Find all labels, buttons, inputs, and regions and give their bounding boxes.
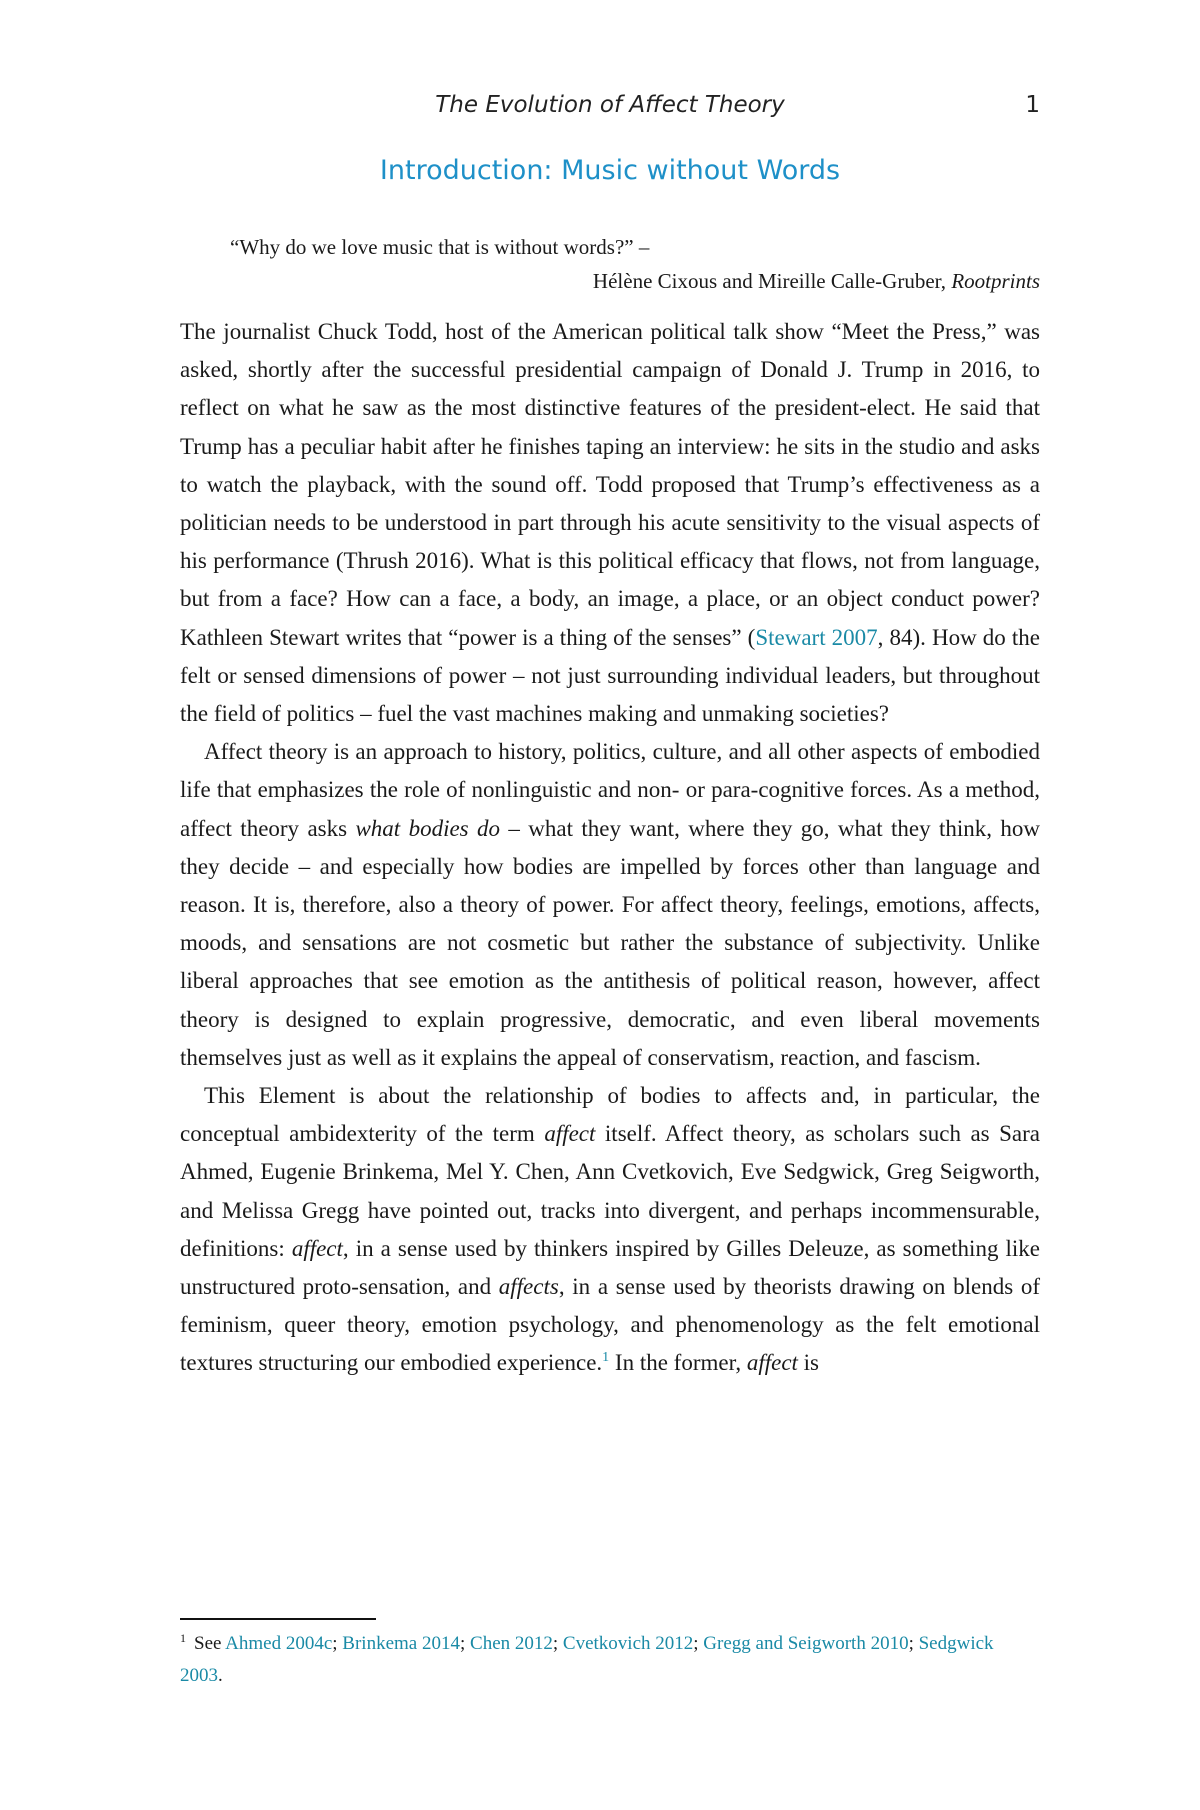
emphasis-text: affect <box>291 1235 343 1261</box>
footnote-refs <box>180 1633 994 1686</box>
paragraph-text: , in a sense used by thinkers inspired by Gilles Deleuze, as something like unstructured proto-sensation, and <box>180 1235 1040 1300</box>
paragraph-text: This Element is about the relationship of bodies to affects and, in particular, the conceptual ambidexterity of the term <box>180 1083 1040 1147</box>
emphasis-text: affect <box>746 1350 798 1376</box>
paragraph-text: The journalist Chuck Todd, host of the American political talk show “Meet the Press,” was asked, shortly after the successful presidential campaign of Donald J. Trump in 2016, to reflect on what he saw as the most distinctive features of the president-elect. He said that Trump has a peculiar habit after he finishes taping an interview: he sits in the studio and asks to watch the playback, with the sound off. Todd proposed that Trump’s effectiveness as a politician needs to be understood in part through his acute sensitivity to the visual aspects of his performance (Thrush 2016). What is this political efficacy that flows, not from language, but from a face? How can a face, a body, an image, a place, or an object conduct power? Kathleen Stewart writes that “power is a thing of the senses” ( <box>180 319 1040 650</box>
footnote-separator: . <box>218 1665 223 1686</box>
chapter-title: Introduction: Music without Words <box>379 155 841 186</box>
epigraph-source-title: Rootprints <box>951 269 1040 293</box>
emphasis-text: affects <box>498 1274 559 1300</box>
footnote-separator: ; <box>908 1633 919 1654</box>
emphasis-text: affect <box>544 1121 596 1147</box>
epigraph-quote: “Why do we love music that is without words?” – <box>230 235 650 259</box>
footnote-citation-link[interactable]: Chen 2012 <box>470 1633 553 1654</box>
paragraph-text: , 84). How do the felt or sensed dimensions of power – not just surrounding individual leaders, but throughout the field of politics – fuel the vast machines making and unmaking societies? <box>180 624 1040 727</box>
document-page <box>180 0 1040 1810</box>
footnote-citation-link[interactable]: Ahmed 2004c <box>225 1633 333 1654</box>
running-head: The Evolution of Affect Theory <box>435 92 785 118</box>
body-text <box>180 313 1040 1383</box>
footnote-separator: ; <box>332 1633 343 1654</box>
footnote-citation-link[interactable]: Gregg and Seigworth 2010 <box>703 1633 909 1654</box>
paragraph-2 <box>180 733 1040 1077</box>
epigraph <box>180 230 1040 298</box>
footnote-mark: 1 <box>180 1631 186 1645</box>
citation-link-stewart-2007[interactable]: Stewart 2007 <box>755 624 878 650</box>
footnote-citation-link[interactable]: Brinkema 2014 <box>342 1633 460 1654</box>
paragraph-text: – what they want, where they go, what they think, how they decide – and especially how bodies are impelled by forces other than language and reason. It is, therefore, also a theory of power. For affect theory, feelings, emotions, affects, moods, and sensations are not cosmetic but rather the substance of subjectivity. Unlike liberal approaches that see emotion as the antithesis of political reason, however, affect theory is designed to explain progressive, democratic, and even liberal movements themselves just as well as it explains the appeal of conservatism, reaction, and fascism. <box>180 815 1041 1070</box>
page-number: 1 <box>1025 92 1040 118</box>
footnote-separator: ; <box>459 1633 471 1654</box>
footnote-separator: ; <box>552 1633 563 1654</box>
paragraph-3 <box>180 1077 1040 1383</box>
paragraph-text: Affect theory is an approach to history, politics, culture, and all other aspects of embodied life that emphasizes the role of nonlinguistic and non- or para-cognitive forces. As a method, affect theory asks <box>180 739 1040 841</box>
footnote-divider <box>180 1618 376 1620</box>
paragraph-text: In the former, <box>609 1350 747 1376</box>
footnote-lead: See <box>194 1633 226 1654</box>
epigraph-author: Hélène Cixous and Mireille Calle-Gruber, <box>592 269 952 293</box>
footnote-ref-1[interactable]: 1 <box>602 1350 610 1366</box>
emphasis-text: what bodies do <box>355 815 501 841</box>
paragraph-text: itself. Affect theory, as scholars such as Sara Ahmed, Eugenie Brinkema, Mel Y. Chen, Ann Cvetkovich, Eve Sedgwick, Greg Seigworth, and Melissa Gregg have pointed out, tracks into divergent, and perhaps incommensurable, definitions: <box>180 1121 1040 1261</box>
paragraph-text: , in a sense used by theorists drawing on blends of feminism, queer theory, emotion psychology, and phenomenology as the felt emotional textures structuring our embodied experience. <box>180 1274 1040 1376</box>
footnote-1 <box>180 1628 1040 1692</box>
footnote-citation-link[interactable]: Cvetkovich 2012 <box>562 1633 694 1654</box>
paragraph-1 <box>180 313 1040 733</box>
footnote-citation-link[interactable]: Sedgwick 2003 <box>180 1633 994 1686</box>
paragraph-text: is <box>797 1350 820 1376</box>
footnote-separator: ; <box>693 1633 704 1654</box>
page-header <box>180 92 1040 124</box>
epigraph-attribution <box>180 264 1040 298</box>
